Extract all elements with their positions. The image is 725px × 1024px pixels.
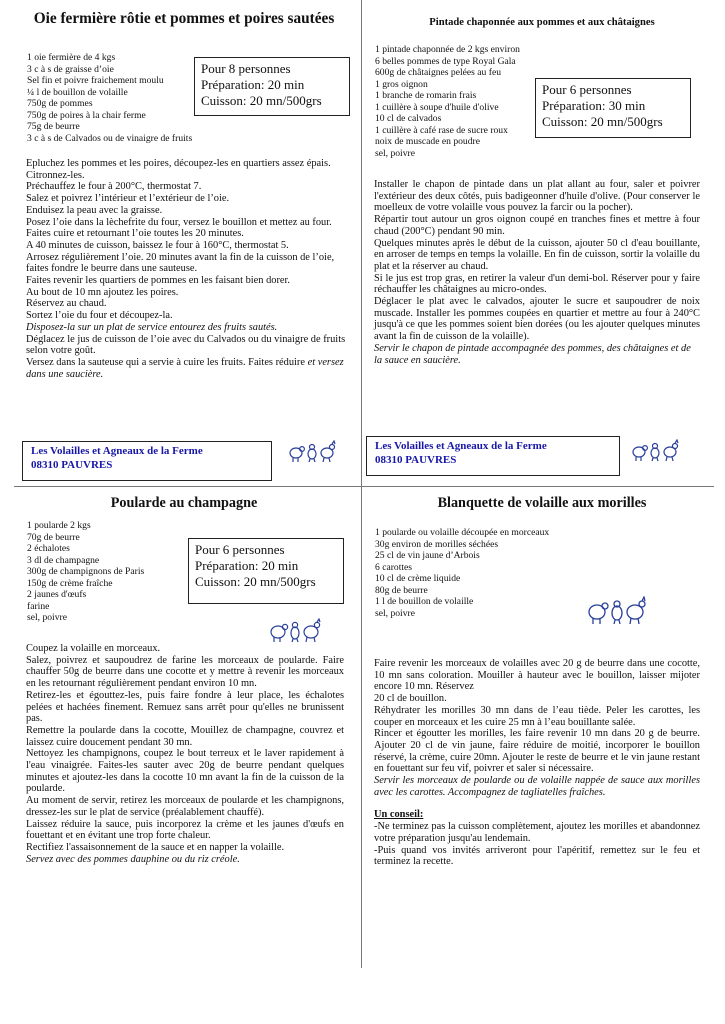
recipe-1-ingredients: 1 oie fermière de 4 kgs 3 c à s de graisse d’oie Sel fin et poivre fraichement moulu ¼ l de bouillon de volaille 750g de pommes 750g de poires à la chair ferme 75g de beurre 3 c à s de Calvados ou de vinaigre de fruits bbox=[27, 52, 193, 144]
conseil-title: Un conseil: bbox=[374, 809, 424, 821]
recipe-2-steps: Installer le chapon de pintade dans un plat allant au four, saler et poivrer l'extérieur des deux côtés, puis badigeonner d'huile d'olive. (Pour conserver le moelleux de votre volaille vous pouvez la farcir ou la pocher). Répartir tout autour un gros oignon coupé en tranches fines et mettre à four chaud (200°C) pendant 90 min. Quelques minutes après le début de la cuisson, ajouter 50 cl d'eau bouillante, en arroser de temps en temps la volaille. En fin de cuisson, sortir la volaille du plat et la réserver au chaud. Si le jus est trop gras, en retirer la valeur d'un demi-bol. Réserver pour y faire réchauffer les châtaignes au micro-ondes. Déglacer le plat avec le calvados, ajouter le sucre et saupoudrer de noix muscade. Installer les pommes coupées en quartier et mettre au four à 240°C jusqu'à ce que les pommes soient bien dorées (ou les ajouter quelques minutes avant la fin de cuisson de la volaille). Servir le chapon de pintade accompagnée des pommes, des châtaignes et de la sauce en saucière. bbox=[374, 179, 700, 366]
farm-animals-logo bbox=[630, 439, 682, 463]
farm-animals-logo bbox=[268, 618, 324, 644]
recipe-4-steps: Faire revenir les morceaux de volailles avec 20 g de beurre dans une cocotte, 10 mn sans coloration. Mouiller à hauteur avec le bouillon, laisser mijoter encore 10 mn. Réservez 20 cl de bouillon. Réhydrater les morilles 30 mn dans de l’eau tiède. Peler les carottes, les couper en morceaux et les cuire 25 mn à l’eau bouillante salée. Rincer et égoutter les morilles, les faire revenir 10 mn dans 20 g de beurre. Ajouter 20 cl de vin jaune, faire réduire de moitié, incorporer le bouillon réservé, la crème, cuire 20mn. Ajouter le reste de beurre et le vin jaune restant en fouettant sur feu vif, poivrer et saler si nécessaire. Servir les morceaux de poularde ou de volaille nappée de sauce aux morilles avec les carottes. Accompagnez de tagliatelles fraîches. Un conseil: -Ne terminez pas la cuisson complètement, ajoutez les morilles et abandonnez votre préparation jusqu'au lendemain. -Puis quand vos invités arriveront pour l'apéritif, remettez sur le feu et terminez la recette. bbox=[374, 658, 700, 868]
recipe-1-steps: Epluchez les pommes et les poires, découpez-les en quartiers assez épais. Citronnez-les. Préchauffez le four à 200°C, thermostat 7. Salez et poivrez l’intérieur et l’extérieur de l’oie. Enduisez la peau avec la graisse. Posez l’oie dans la lèchefrite du four, versez le bouillon et mettez au four. Faites cuire et retournant l’oie toutes les 20 minutes. A 40 minutes de cuisson, baissez le four à 160°C, thermostat 5. Arrosez régulièrement l’oie. 20 minutes avant la fin de la cuisson de l’oie, faites fondre le beurre dans une sauteuse. Faites revenir les quartiers de pommes en les faisant bien dorer. Au bout de 10 mn ajoutez les poires. Réservez au chaud. Sortez l’oie du four et découpez-la. Disposez-la sur un plat de service entourez des fruits sautés. Déglacez le jus de cuisson de l’oie avec du Calvados ou du vinaigre de fruits selon votre goût. Versez dans la sauteuse qui a servie à cuire les fruits. Faites réduire et versez dans une saucière. bbox=[26, 158, 346, 380]
recipe-4-ingredients: 1 poularde ou volaille découpée en morceaux 30g environ de morilles séchées 25 cl de vin jaune d’Arbois 6 carottes 10 cl de crème liquide 80g de beurre 1 l de bouillon de volaille sel, poivre bbox=[375, 527, 550, 619]
farm-animals-logo bbox=[287, 440, 339, 464]
recipe-3-ingredients: 1 poularde 2 kgs 70g de beurre 2 échalotes 3 dl de champagne 300g de champignons de Paris 150g de crème fraîche 2 jaunes d'œufs farine sel, poivre bbox=[27, 520, 145, 624]
farm-animals-logo bbox=[586, 596, 650, 626]
column-divider bbox=[361, 0, 362, 968]
recipe-3-title: Poularde au champagne bbox=[110, 495, 258, 511]
recipe-3-steps: Coupez la volaille en morceaux. Salez, poivrez et saupoudrez de farine les morceaux de poularde. Faire chauffer 50g de beurre dans une cocotte et y mettre à revenir les morceaux en les retournant régulièrement pendant environ 10 mn. Retirez-les et égouttez-les, puis faire fondre à leur place, les échalotes pelées et hachées finement. Remuez sans arrêt pour qu'elles ne brunissent pas. Remettre la poularde dans la cocotte, Mouillez de champagne, couvrez et laissez cuire doucement pendant 30 mn. Nettoyez les champignons, coupez le bout terreux et le laver rapidement à l'eau vinaigrée. Faites-les sauter avec 20g de beurre pendant quelques minutes et ajoutez-les dans la cocotte 10 mn avant la fin de la cuisson de la poularde. Au moment de servir, retirez les morceaux de poularde et les champignons, dressez-les sur le plat de service (préalablement chauffé). Laissez réduire la sauce, puis incorporez la crème et les jaunes d'œufs en fouettant et en évitant une trop forte chaleur. Rectifiez l'assaisonnement de la sauce et en napper la volaille. Servez avec des pommes dauphine ou du riz créole. bbox=[26, 643, 344, 865]
row-divider bbox=[14, 486, 714, 487]
farm-box-2: Les Volailles et Agneaux de la Ferme 08310 PAUVRES bbox=[366, 436, 620, 476]
recipe-1-title: Oie fermière rôtie et pommes et poires sautées bbox=[33, 10, 335, 27]
recipe-4-title: Blanquette de volaille aux morilles bbox=[437, 495, 647, 511]
recipe-2-ingredients: 1 pintade chaponnée de 2 kgs environ 6 belles pommes de type Royal Gala 600g de châtaignes pelées au feu 1 gros oignon 1 branche de romarin frais 1 cuillère à soupe d'huile d'olive 10 cl de calvados 1 cuillère à café rase de sucre roux noix de muscade en poudre sel, poivre bbox=[375, 44, 520, 159]
recipe-1-info-box: Pour 8 personnes Préparation: 20 min Cuisson: 20 mn/500grs bbox=[194, 57, 350, 116]
farm-box-1: Les Volailles et Agneaux de la Ferme 08310 PAUVRES bbox=[22, 441, 272, 481]
recipe-2-info-box: Pour 6 personnes Préparation: 30 min Cuisson: 20 mn/500grs bbox=[535, 78, 691, 138]
recipe-2-title: Pintade chaponnée aux pommes et aux châtaignes bbox=[429, 17, 655, 28]
recipe-3-info-box: Pour 6 personnes Préparation: 20 min Cuisson: 20 mn/500grs bbox=[188, 538, 344, 604]
